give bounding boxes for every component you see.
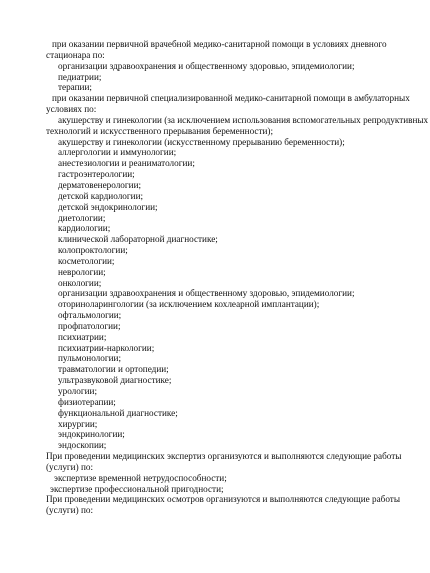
list-item: детской кардиологии;	[58, 190, 144, 201]
paragraph-line: условиях по:	[46, 104, 97, 115]
list-item: акушерству и гинекологии (за исключением использования вспомогательных репродуктивных	[58, 114, 429, 125]
list-item: организации здравоохранения и общественному здоровью, эпидемиологии;	[58, 60, 355, 71]
list-item: офтальмологии;	[58, 310, 122, 321]
list-item: урологии;	[58, 386, 97, 396]
paragraph-line: При проведении медицинских осмотров организуются и выполняются следующие работы	[46, 494, 400, 505]
list-item: психиатрии;	[58, 331, 107, 342]
list-item-continued: технологий и искусственного прерывания беременности);	[46, 125, 274, 136]
list-item: диетологии;	[58, 212, 106, 223]
list-item: гастроэнтерологии;	[58, 169, 135, 180]
list-item: оториноларингологии (за исключением кохлеарной имплантации);	[58, 299, 320, 310]
list-item: онкологии;	[58, 277, 102, 288]
list-item: косметологии;	[58, 255, 115, 266]
list-item: организации здравоохранения и общественному здоровью, эпидемиологии;	[58, 288, 355, 299]
list-item: кардиологии;	[58, 223, 111, 234]
list-item: эндокринологии;	[58, 429, 125, 440]
list-item: детской эндокринологии;	[58, 201, 158, 212]
list-item: терапии;	[58, 82, 92, 93]
list-item: пульмонологии;	[58, 353, 122, 364]
paragraph-line: (услуги) по:	[46, 505, 94, 516]
list-item: дерматовенерологии;	[58, 179, 142, 190]
list-item: профпатологии;	[58, 320, 121, 331]
list-item: аллергологии и иммунологии;	[58, 147, 177, 158]
list-item: анестезиологии и реаниматологии;	[58, 158, 195, 169]
list-item: колопроктологии;	[58, 245, 128, 256]
paragraph-line: (услуги) по:	[46, 461, 94, 472]
paragraph-line: при оказании первичной специализированной медико-санитарной помощи в амбулаторных	[52, 93, 410, 104]
list-item: клинической лабораторной диагностике;	[58, 234, 218, 245]
list-item: травматологии и ортопедии;	[58, 364, 169, 375]
list-item: физиотерапии;	[58, 396, 116, 407]
list-item: психиатрии-наркологии;	[58, 342, 155, 353]
list-item: эндоскопии;	[58, 440, 107, 451]
paragraph-line: при оказании первичной врачебной медико-санитарной помощи в условиях дневного	[52, 39, 387, 49]
list-item: функциональной диагностике;	[58, 407, 178, 418]
list-item: педиатрии;	[58, 71, 102, 82]
paragraph-line: При проведении медицинских экспертиз организуются и выполняются следующие работы	[46, 451, 402, 462]
list-item: экспертизе профессиональной пригодности;	[50, 483, 224, 494]
paragraph-line: стационара по:	[46, 49, 105, 60]
list-item: хирургии;	[58, 418, 98, 429]
list-item: ультразвуковой диагностике;	[58, 375, 172, 386]
list-item: экспертизе временной нетрудоспособности;	[54, 472, 227, 483]
list-item: акушерству и гинекологии (искусственному прерыванию беременности);	[58, 136, 345, 147]
list-item: неврологии;	[58, 266, 106, 277]
